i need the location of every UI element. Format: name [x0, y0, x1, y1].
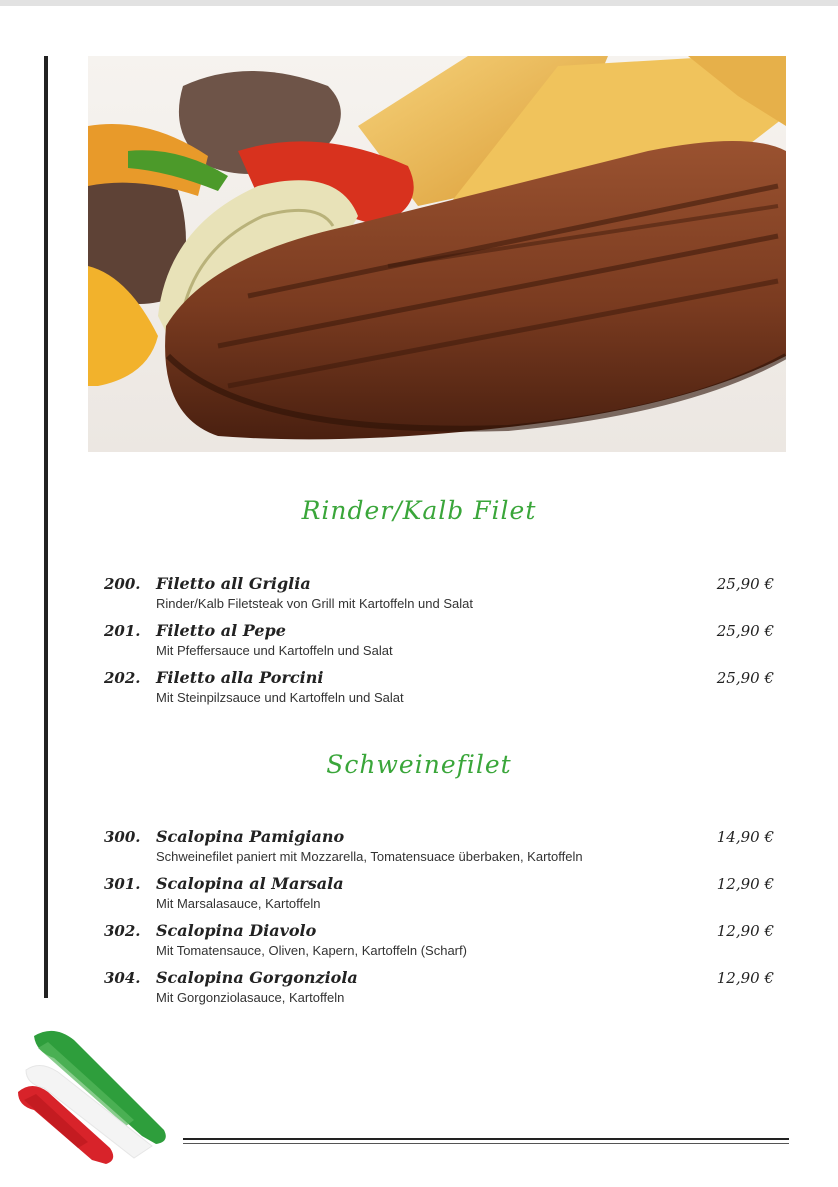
left-vertical-rule	[44, 56, 48, 998]
item-description: Mit Steinpilzsauce und Kartoffeln und Salat	[156, 690, 404, 705]
item-name: Scalopina Pamigiano	[156, 827, 345, 846]
bottom-rule	[183, 1138, 789, 1140]
item-description: Mit Pfeffersauce und Kartoffeln und Salat	[156, 643, 393, 658]
menu-item	[104, 669, 784, 713]
menu-item	[104, 875, 784, 919]
item-name: Filetto alla Porcini	[156, 668, 324, 687]
item-price: 12,90 €	[716, 969, 774, 987]
item-description: Mit Marsalasauce, Kartoffeln	[156, 896, 321, 911]
item-number: 200.	[104, 575, 141, 593]
section-title: Schweinefilet	[326, 750, 512, 779]
item-price: 25,90 €	[716, 575, 774, 593]
item-number: 201.	[104, 622, 141, 640]
item-description: Rinder/Kalb Filetsteak von Grill mit Kartoffeln und Salat	[156, 596, 473, 611]
item-price: 12,90 €	[716, 875, 774, 893]
menu-item	[104, 828, 784, 872]
item-description: Mit Gorgonziolasauce, Kartoffeln	[156, 990, 345, 1005]
item-name: Filetto all Griglia	[156, 574, 311, 593]
item-name: Scalopina al Marsala	[156, 874, 344, 893]
top-border	[0, 0, 838, 6]
item-price: 12,90 €	[716, 922, 774, 940]
item-price: 14,90 €	[716, 828, 774, 846]
item-name: Filetto al Pepe	[156, 621, 286, 640]
section-title: Rinder/Kalb Filet	[301, 496, 537, 525]
item-name: Scalopina Gorgonziola	[156, 968, 358, 987]
steak-photo	[88, 56, 786, 452]
bottom-rule-thin	[183, 1143, 789, 1144]
item-price: 25,90 €	[716, 669, 774, 687]
item-number: 202.	[104, 669, 141, 687]
item-number: 302.	[104, 922, 141, 940]
item-number: 304.	[104, 969, 141, 987]
menu-item	[104, 969, 784, 1013]
menu-item	[104, 622, 784, 666]
item-number: 301.	[104, 875, 141, 893]
item-number: 300.	[104, 828, 141, 846]
menu-item	[104, 575, 784, 619]
menu-item	[104, 922, 784, 966]
item-description: Schweinefilet paniert mit Mozzarella, Tomatensuace überbaken, Kartoffeln	[156, 849, 583, 864]
item-price: 25,90 €	[716, 622, 774, 640]
item-description: Mit Tomatensauce, Oliven, Kapern, Kartoffeln (Scharf)	[156, 943, 467, 958]
item-name: Scalopina Diavolo	[156, 921, 317, 940]
italian-flag-icon	[14, 1018, 174, 1178]
